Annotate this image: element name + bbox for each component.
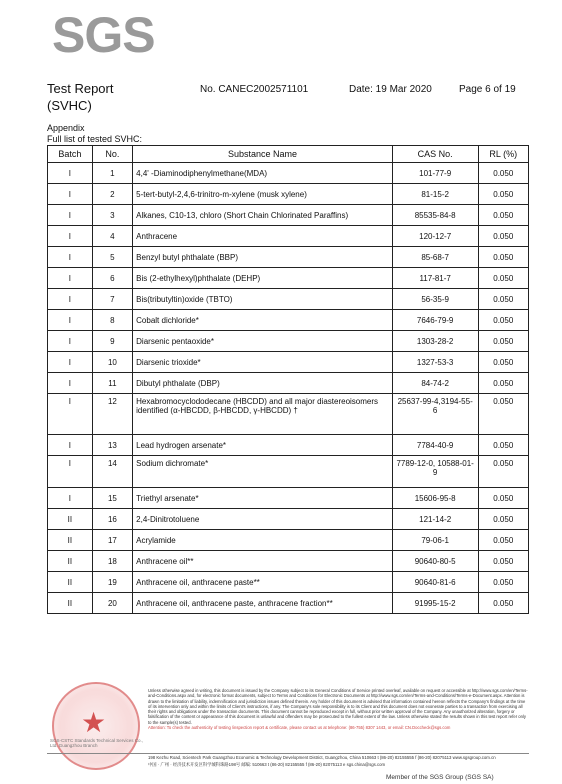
cell-rl: 0.050 bbox=[478, 289, 528, 310]
cell-batch: I bbox=[48, 488, 93, 509]
appendix-label: Appendix bbox=[47, 123, 85, 133]
cell-no: 10 bbox=[92, 352, 133, 373]
table-header-row bbox=[48, 146, 529, 163]
cell-rl: 0.050 bbox=[478, 352, 528, 373]
cell-no: 12 bbox=[92, 394, 133, 435]
table-row bbox=[48, 373, 529, 394]
table-row bbox=[48, 593, 529, 614]
cell-batch: I bbox=[48, 184, 93, 205]
cell-no: 8 bbox=[92, 310, 133, 331]
cell-batch: I bbox=[48, 247, 93, 268]
cell-no: 15 bbox=[92, 488, 133, 509]
cell-rl: 0.050 bbox=[478, 593, 528, 614]
cell-batch: II bbox=[48, 551, 93, 572]
cell-rl: 0.050 bbox=[478, 572, 528, 593]
address-english: 198 Kezhu Road, Scientech Park Guangzhou Economic & Technology Development District, Guangzhou, China 510663 t (86-20) 82155555 f (86-20) 82075113 www.sgsgroup.com.cn bbox=[148, 755, 496, 760]
cell-substance-name: 2,4-Dinitrotoluene bbox=[133, 509, 393, 530]
cell-no: 17 bbox=[92, 530, 133, 551]
cell-batch: II bbox=[48, 509, 93, 530]
cell-batch: I bbox=[48, 226, 93, 247]
cell-substance-name: Anthracene oil, anthracene paste** bbox=[133, 572, 393, 593]
table-row bbox=[48, 289, 529, 310]
table-row bbox=[48, 509, 529, 530]
header-substance-name: Substance Name bbox=[133, 146, 393, 163]
disclaimer-text: Unless otherwise agreed in writing, this document is issued by the Company subject to its General Conditions of Service printed overleaf, available on request or accessible at http://www.sgs.com/en/Terms-and-Conditions.aspx and, for electronic format documents, subject to Terms and Conditions for Electronic Documents at http://www.sgs.com/en/Terms-and-Conditions/Terms-e-Document.aspx. Attention is drawn to the limitation of liability, indemnification and jurisdiction issues defined therein. Any holder of this document is advised that information contained hereon reflects the Company's findings at the time of its intervention only and within the limits of Client's instructions, if any. The Company's sole responsibility is to its Client and this document does not exonerate parties to a transaction from exercising all their rights and obligations under the transaction documents. This document cannot be reproduced except in full, without prior written approval of the Company. Any unauthorized alteration, forgery or falsification of the content or appearance of this document is unlawful and offenders may be prosecuted to the fullest extent of the law. Unless otherwise stated the results shown in this test report refer only to the sample(s) tested. bbox=[148, 688, 528, 725]
sgs-logo: SGS bbox=[52, 7, 155, 63]
seal-caption: SGS-CSTC Standards Technical Services Co., Ltd. Guangzhou Branch bbox=[50, 738, 143, 748]
report-number: No. CANEC2002571101 bbox=[200, 84, 309, 95]
cell-cas-no: 117-81-7 bbox=[392, 268, 478, 289]
page-indicator: Page 6 of 19 bbox=[459, 84, 516, 95]
cell-cas-no: 91995-15-2 bbox=[392, 593, 478, 614]
table-row bbox=[48, 247, 529, 268]
cell-no: 1 bbox=[92, 163, 133, 184]
cell-cas-no: 84-74-2 bbox=[392, 373, 478, 394]
table-row bbox=[48, 435, 529, 456]
table-row bbox=[48, 184, 529, 205]
cell-batch: I bbox=[48, 268, 93, 289]
cell-substance-name: Anthracene oil** bbox=[133, 551, 393, 572]
cell-rl: 0.050 bbox=[478, 435, 528, 456]
cell-cas-no: 90640-80-5 bbox=[392, 551, 478, 572]
cell-batch: I bbox=[48, 163, 93, 184]
cell-no: 7 bbox=[92, 289, 133, 310]
cell-cas-no: 7789-12-0, 10588-01-9 bbox=[392, 456, 478, 488]
cell-substance-name: 5-tert-butyl-2,4,6-trinitro-m-xylene (musk xylene) bbox=[133, 184, 393, 205]
cell-no: 6 bbox=[92, 268, 133, 289]
table-row bbox=[48, 331, 529, 352]
cell-cas-no: 121-14-2 bbox=[392, 509, 478, 530]
cell-batch: I bbox=[48, 394, 93, 435]
cell-substance-name: Diarsenic trioxide* bbox=[133, 352, 393, 373]
cell-rl: 0.050 bbox=[478, 205, 528, 226]
report-title: Test Report bbox=[47, 81, 114, 96]
cell-no: 5 bbox=[92, 247, 133, 268]
star-icon: ★ bbox=[81, 707, 107, 738]
footer-divider bbox=[47, 753, 529, 754]
svhc-table bbox=[47, 145, 529, 614]
header-cas-no: CAS No. bbox=[392, 146, 478, 163]
table-row bbox=[48, 268, 529, 289]
table-row bbox=[48, 488, 529, 509]
cell-substance-name: Dibutyl phthalate (DBP) bbox=[133, 373, 393, 394]
cell-no: 19 bbox=[92, 572, 133, 593]
cell-substance-name: Triethyl arsenate* bbox=[133, 488, 393, 509]
cell-substance-name: Anthracene oil, anthracene paste, anthracene fraction** bbox=[133, 593, 393, 614]
table-row bbox=[48, 530, 529, 551]
cell-no: 18 bbox=[92, 551, 133, 572]
report-date: Date: 19 Mar 2020 bbox=[349, 84, 432, 95]
cell-batch: I bbox=[48, 456, 93, 488]
cell-substance-name: Alkanes, C10-13, chloro (Short Chain Chlorinated Paraffins) bbox=[133, 205, 393, 226]
cell-cas-no: 120-12-7 bbox=[392, 226, 478, 247]
cell-batch: II bbox=[48, 593, 93, 614]
cell-substance-name: Bis(tributyltin)oxide (TBTO) bbox=[133, 289, 393, 310]
cell-cas-no: 85535-84-8 bbox=[392, 205, 478, 226]
cell-rl: 0.050 bbox=[478, 509, 528, 530]
cell-rl: 0.050 bbox=[478, 268, 528, 289]
header-rl: RL (%) bbox=[478, 146, 528, 163]
cell-batch: I bbox=[48, 205, 93, 226]
appendix-caption: Full list of tested SVHC: bbox=[47, 134, 143, 144]
table-row bbox=[48, 551, 529, 572]
cell-cas-no: 79-06-1 bbox=[392, 530, 478, 551]
cell-cas-no: 15606-95-8 bbox=[392, 488, 478, 509]
cell-no: 4 bbox=[92, 226, 133, 247]
cell-cas-no: 25637-99-4,3194-55-6 bbox=[392, 394, 478, 435]
table-row bbox=[48, 310, 529, 331]
cell-no: 14 bbox=[92, 456, 133, 488]
cell-substance-name: Lead hydrogen arsenate* bbox=[133, 435, 393, 456]
appendix-block bbox=[47, 123, 142, 145]
cell-substance-name: Cobalt dichloride* bbox=[133, 310, 393, 331]
table-row bbox=[48, 205, 529, 226]
cell-rl: 0.050 bbox=[478, 373, 528, 394]
table-row bbox=[48, 226, 529, 247]
cell-cas-no: 1327-53-3 bbox=[392, 352, 478, 373]
cell-substance-name: Hexabromocyclododecane (HBCDD) and all major diastereoisomers identified (α-HBCDD, β-HBCDD, γ-HBCDD) † bbox=[133, 394, 393, 435]
authenticity-warning: Attention: To check the authenticity of testing /inspection report & certificate, please contact us at telephone: (86-755) 8307 1443, or email: CN.Doccheck@sgs.com bbox=[148, 725, 451, 731]
table-row bbox=[48, 352, 529, 373]
disclaimer-block bbox=[148, 688, 528, 730]
cell-cas-no: 7784-40-9 bbox=[392, 435, 478, 456]
cell-batch: I bbox=[48, 289, 93, 310]
cell-no: 11 bbox=[92, 373, 133, 394]
table-row bbox=[48, 163, 529, 184]
cell-no: 13 bbox=[92, 435, 133, 456]
cell-cas-no: 1303-28-2 bbox=[392, 331, 478, 352]
cell-batch: II bbox=[48, 572, 93, 593]
cell-substance-name: Bis (2-ethylhexyl)phthalate (DEHP) bbox=[133, 268, 393, 289]
cell-rl: 0.050 bbox=[478, 247, 528, 268]
cell-rl: 0.050 bbox=[478, 394, 528, 435]
cell-rl: 0.050 bbox=[478, 310, 528, 331]
cell-rl: 0.050 bbox=[478, 488, 528, 509]
cell-rl: 0.050 bbox=[478, 551, 528, 572]
cell-substance-name: Benzyl butyl phthalate (BBP) bbox=[133, 247, 393, 268]
table-row bbox=[48, 572, 529, 593]
cell-substance-name: Sodium dichromate* bbox=[133, 456, 393, 488]
address-chinese: 中国 · 广州 · 经济技术开发区科学城科珠路198号 邮编: 510663 t (86-20) 82155555 f (86-20) 82075113 e sgs.china@sgs.com bbox=[148, 762, 386, 767]
table-row bbox=[48, 394, 529, 435]
header-no: No. bbox=[92, 146, 133, 163]
cell-batch: I bbox=[48, 310, 93, 331]
member-note: Member of the SGS Group (SGS SA) bbox=[386, 774, 494, 781]
cell-rl: 0.050 bbox=[478, 226, 528, 247]
table-body bbox=[48, 163, 529, 614]
cell-no: 3 bbox=[92, 205, 133, 226]
cell-rl: 0.050 bbox=[478, 163, 528, 184]
cell-cas-no: 56-35-9 bbox=[392, 289, 478, 310]
cell-cas-no: 101-77-9 bbox=[392, 163, 478, 184]
cell-no: 16 bbox=[92, 509, 133, 530]
header-batch: Batch bbox=[48, 146, 93, 163]
cell-cas-no: 90640-81-6 bbox=[392, 572, 478, 593]
cell-substance-name: Anthracene bbox=[133, 226, 393, 247]
cell-batch: I bbox=[48, 373, 93, 394]
cell-batch: I bbox=[48, 331, 93, 352]
cell-no: 20 bbox=[92, 593, 133, 614]
cell-cas-no: 85-68-7 bbox=[392, 247, 478, 268]
cell-no: 9 bbox=[92, 331, 133, 352]
cell-no: 2 bbox=[92, 184, 133, 205]
cell-batch: I bbox=[48, 435, 93, 456]
report-subtitle: (SVHC) bbox=[47, 98, 92, 113]
cell-rl: 0.050 bbox=[478, 184, 528, 205]
cell-substance-name: Diarsenic pentaoxide* bbox=[133, 331, 393, 352]
cell-batch: I bbox=[48, 352, 93, 373]
cell-cas-no: 7646-79-9 bbox=[392, 310, 478, 331]
cell-substance-name: 4,4' -Diaminodiphenylmethane(MDA) bbox=[133, 163, 393, 184]
company-seal-stamp bbox=[52, 682, 140, 770]
cell-substance-name: Acrylamide bbox=[133, 530, 393, 551]
cell-cas-no: 81-15-2 bbox=[392, 184, 478, 205]
cell-batch: II bbox=[48, 530, 93, 551]
cell-rl: 0.050 bbox=[478, 530, 528, 551]
cell-rl: 0.050 bbox=[478, 456, 528, 488]
cell-rl: 0.050 bbox=[478, 331, 528, 352]
table-row bbox=[48, 456, 529, 488]
report-title-block bbox=[47, 80, 113, 114]
